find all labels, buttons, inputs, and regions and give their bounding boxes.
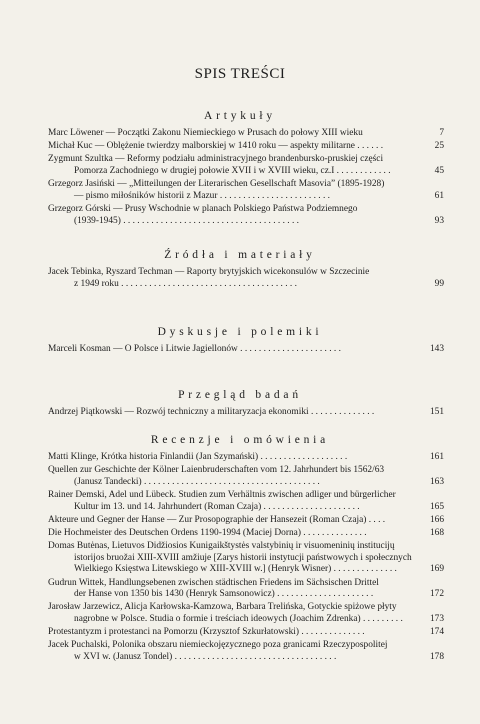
page-number: 7	[439, 128, 444, 138]
page-number: 45	[434, 166, 444, 176]
toc-entry-line: Jacek Tebinka, Ryszard Techman — Raporty brytyjskich wicekonsulów w Szczecinie	[48, 267, 370, 277]
page-number: 178	[429, 652, 444, 662]
page-number: 151	[429, 407, 444, 417]
toc-entry-line: Grzegorz Górski — Prusy Wschodnie w planach Polskiego Państwa Podziemnego	[48, 204, 358, 214]
page-number: 61	[434, 190, 444, 201]
toc-entry-line: Gudrun Wittek, Handlungsebenen zwischen städtischen Friedens im Sächsischen Drittel	[48, 577, 379, 588]
page-number: 168	[429, 528, 444, 538]
toc-entry-line: w XVI w. (Janusz Tondel) . . . . . . . . . . . . . . . . . . . . . . . . . . . . . . . . . . .	[74, 652, 337, 662]
page-number: 93	[434, 215, 444, 226]
page-number: 25	[434, 141, 444, 152]
section-heading: Źródła i materiały	[164, 249, 316, 261]
toc-entry-line: Wielkiego Księstwa Litewskiego w XIII-XVIII w.] (Henryk Wisner) . . . . . . . . . . . . . .	[74, 564, 397, 575]
page-number: 99	[434, 278, 444, 289]
toc-entry-line: (Janusz Tandecki) . . . . . . . . . . . . . . . . . . . . . . . . . . . . . . . . . . . . . .	[74, 476, 320, 487]
toc-entry-line: — pismo miłośników historii z Mazur . . . . . . . . . . . . . . . . . . . . . . . .	[74, 190, 330, 201]
toc-entry-line: Jacek Puchalski, Polonika obszaru niemieckojęzycznego poza granicami Rzeczypospolitej	[48, 640, 388, 651]
page-number: 163	[429, 476, 444, 487]
toc-entry-line: Andrzej Piątkowski — Rozwój techniczny a militaryzacja ekonomiki . . . . . . . . . . . . . .	[48, 407, 375, 417]
section-heading: Dyskusje i polemiki	[157, 326, 323, 338]
toc-entry-line: Rainer Demski, Adel und Lübeck. Studien zum Verhältnis zwischen adliger und bürgerlicher	[48, 490, 396, 500]
page-number: 166	[429, 514, 444, 525]
toc-entry-line: Akteure und Gegner der Hanse — Zur Prosopographie der Hansezeit (Roman Czaja) . . . .	[48, 514, 386, 525]
page-number: 174	[429, 627, 444, 638]
toc-entry-line: Domas Butėnas, Lietuvos Didžiosios Kunigaikštystės valstybinių ir visuomeninių institucijų	[48, 541, 395, 552]
toc-entry-line: Michał Kuc — Oblężenie twierdzy malborskiej w 1410 roku — aspekty militarne . . . . . .	[48, 141, 384, 152]
section-heading: Artykuły	[204, 110, 276, 122]
page-number: 165	[429, 501, 444, 512]
toc-entry-line: Zygmunt Szultka — Reformy podziału administracyjnego brandenbursko-pruskiej części	[48, 154, 384, 165]
page-number: 169	[429, 564, 444, 575]
toc-entry-line: Marceli Kosman — O Polsce i Litwie Jagiellonów . . . . . . . . . . . . . . . . . . . . . .	[48, 344, 341, 354]
toc-entry-line: nagrobne w Polsce. Studia o formie i treściach ideowych (Joachim Zdrenka) . . . . . . . . .	[74, 614, 403, 624]
toc-entry-line: (1939-1945) . . . . . . . . . . . . . . . . . . . . . . . . . . . . . . . . . . . . . .	[74, 215, 299, 226]
toc-entry-line: Kultur im 13. und 14. Jahrhundert (Roman Czaja) . . . . . . . . . . . . . . . . . . . . .	[74, 501, 360, 512]
page-number: 143	[429, 344, 444, 354]
section-heading: Przegląd badań	[178, 389, 302, 401]
toc-entry-line: Die Hochmeister des Deutschen Ordens 1190-1994 (Maciej Dorna) . . . . . . . . . . . . . .	[48, 528, 367, 538]
toc-entry-line: Protestantyzm i protestanci na Pomorzu (Krzysztof Szkurłatowski) . . . . . . . . . . . . . .	[48, 627, 365, 638]
page-number: 161	[429, 452, 444, 462]
toc-entry-line: Pomorza Zachodniego w drugiej połowie XVII i w XVIII wieku, cz.I . . . . . . . . . . . .	[74, 166, 391, 176]
section-heading: Recenzje i omówienia	[150, 434, 330, 446]
page-number: 173	[429, 614, 444, 624]
toc-entry-line: Marc Löwener — Początki Zakonu Niemieckiego w Prusach do połowy XIII wieku	[48, 128, 363, 138]
toc-entry-line: z 1949 roku . . . . . . . . . . . . . . . . . . . . . . . . . . . . . . . . . . . . . .	[74, 278, 297, 289]
toc-entry-line: istorijos bruožai XIII-XVIII amžiuje [Zarys historii instytucji państwowych i społecznych	[74, 552, 412, 563]
toc-entry-line: Matti Klinge, Krótka historia Finlandii (Jan Szymański) . . . . . . . . . . . . . . . . . . .	[48, 452, 348, 462]
toc-entry-line: Quellen zur Geschichte der Kölner Laienbruderschaften vom 12. Jahrhundert bis 1562/63	[48, 465, 385, 476]
page-number: 172	[429, 589, 444, 600]
toc-entry-line: Grzegorz Jasiński — „Mitteilungen der Literarischen Gesellschaft Masovia” (1895-1928)	[48, 179, 385, 190]
page-title: SPIS TREŚCI	[194, 66, 286, 82]
toc-entry-line: Jarosław Jarzewicz, Alicja Karłowska-Kamzowa, Barbara Trelińska, Gotyckie spiżowe płyty	[48, 602, 397, 613]
toc-entry-line: der Hanse von 1350 bis 1430 (Henryk Samsonowicz) . . . . . . . . . . . . . . . . . . . . .	[74, 589, 374, 600]
